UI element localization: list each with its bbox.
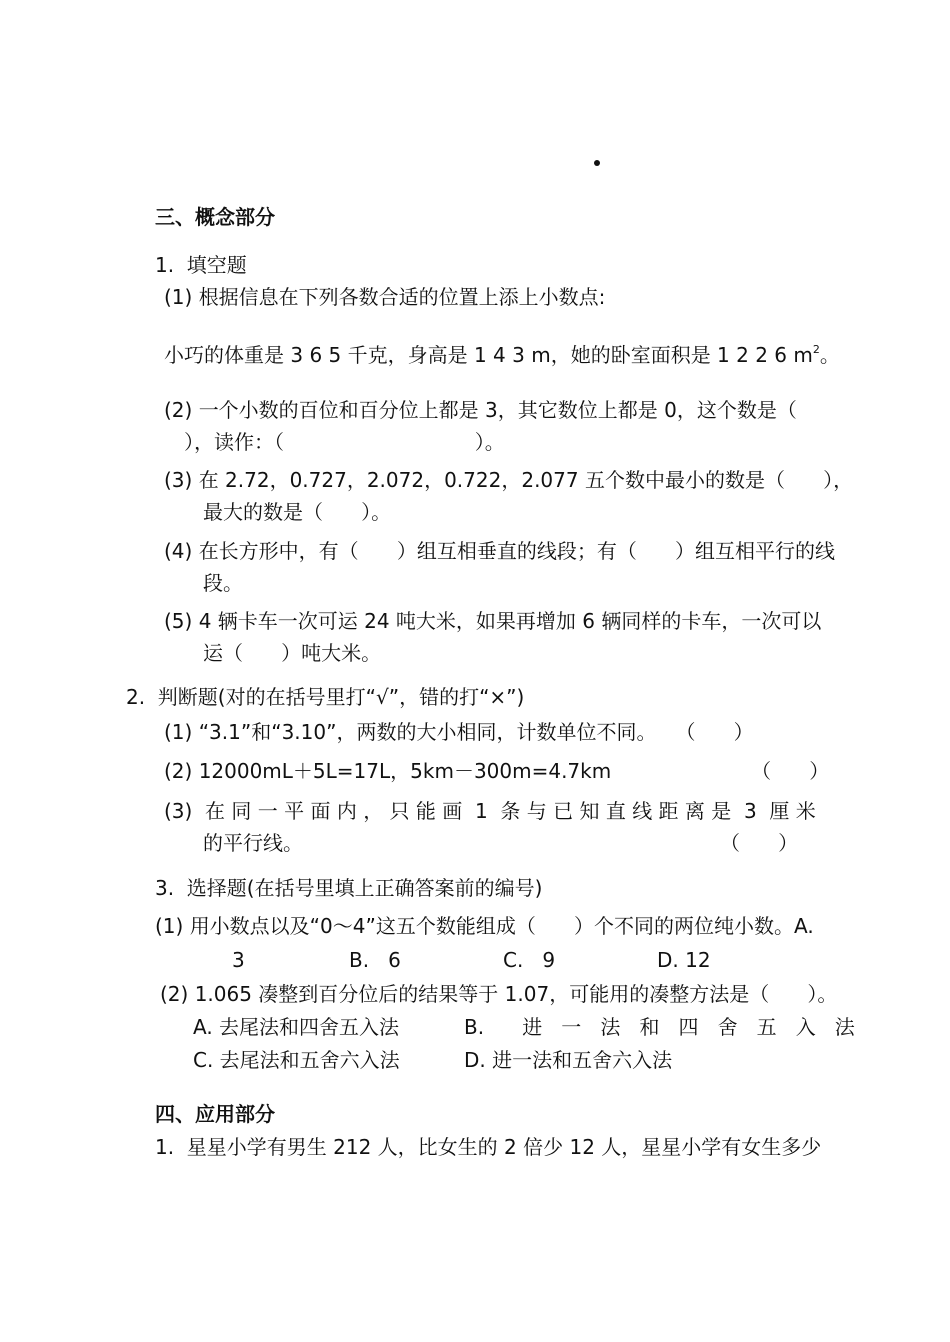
- choice-q1-option-a: 3: [232, 948, 245, 972]
- judge-q3-paren: （ ）: [720, 831, 799, 855]
- fill-q1-superscript: 2: [812, 343, 820, 356]
- choice-q2-option-d: D. 进一法和五舍六入法: [464, 1048, 673, 1072]
- fill-q5-line2: 运（ ）吨大米。: [203, 641, 382, 665]
- choice-q2-option-a: A. 去尾法和四舍五入法: [193, 1015, 400, 1039]
- fill-q4-line2: 段。: [203, 571, 243, 595]
- fill-q3-line1: (3) 在 2.72，0.727，2.072，0.722，2.077 五个数中最小的数是（ ），: [164, 468, 854, 492]
- judge-title: 2. 判断题(对的在括号里打“√”，错的打“×”): [126, 685, 525, 709]
- choice-q2-option-c: C. 去尾法和五舍六入法: [193, 1048, 400, 1072]
- bullet-dot: [594, 160, 600, 166]
- judge-q2: (2) 12000mL＋5L=17L，5km－300m=4.7km （ ）: [164, 759, 830, 783]
- application-q1: 1. 星星小学有男生 212 人，比女生的 2 倍少 12 人，星星小学有女生多少: [155, 1135, 822, 1159]
- choice-title: 3. 选择题(在括号里填上正确答案前的编号): [155, 876, 543, 900]
- fill-q1-end: 。: [819, 343, 840, 367]
- fill-q4-line1: (4) 在长方形中，有（ ）组互相垂直的线段；有（ ）组互相平行的线: [164, 539, 835, 563]
- fill-q1-text: 小巧的体重是 3 6 5 千克，身高是 1 4 3 m，她的卧室面积是 1 2 2 6 m: [164, 343, 813, 367]
- fill-q1-sentence: [164, 336, 840, 369]
- choice-q1-option-d: D. 12: [657, 948, 711, 972]
- section-heading-concept: 三、概念部分: [155, 205, 275, 229]
- choice-q2-option-b: B. 进 一 法 和 四 舍 五 入 法: [464, 1015, 855, 1039]
- choice-q1-option-b: B. 6: [349, 948, 401, 972]
- judge-q3-line2: 的平行线。: [203, 831, 303, 855]
- choice-q1-option-c: C. 9: [503, 948, 556, 972]
- fill-q1: (1) 根据信息在下列各数合适的位置上添上小数点:: [164, 285, 606, 309]
- judge-q3-line1: (3) 在 同 一 平 面 内 ， 只 能 画 1 条 与 已 知 直 线 距 离 是 3 厘 米: [164, 799, 816, 823]
- judge-q1: (1) “3.1”和“3.10”，两数的大小相同，计数单位不同。 （ ）: [164, 720, 754, 744]
- choice-q2: (2) 1.065 凑整到百分位后的结果等于 1.07，可能用的凑整方法是（ ）。: [160, 982, 838, 1006]
- fill-blank-title: 1. 填空题: [155, 253, 247, 277]
- fill-q3-line2: 最大的数是（ ）。: [203, 500, 392, 524]
- choice-q1-line1: (1) 用小数点以及“0～4”这五个数能组成（ ）个不同的两位纯小数。A.: [155, 914, 814, 938]
- fill-q2-line2: ），读作：（ ）。: [184, 430, 505, 454]
- section-heading-application: 四、应用部分: [155, 1102, 275, 1126]
- fill-q5-line1: (5) 4 辆卡车一次可运 24 吨大米，如果再增加 6 辆同样的卡车，一次可以: [164, 609, 822, 633]
- fill-q2-line1: (2) 一个小数的百位和百分位上都是 3，其它数位上都是 0，这个数是（: [164, 398, 797, 422]
